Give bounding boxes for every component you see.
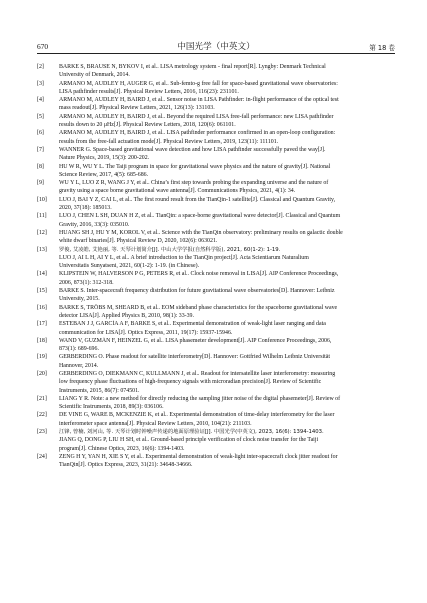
reference-text — [59, 287, 395, 304]
reference-item — [37, 270, 395, 287]
reference-number: [22] — [37, 412, 47, 419]
reference-line: Universitatis Sunyatseni, 2021, 60(1-2): 1-19. (in Chinese). — [59, 263, 200, 270]
reference-item — [37, 63, 395, 80]
reference-line: JIANG Q, DONG P, LIU H SH, et al.. Ground-based principle verification of clock noise transfer for the Taiji — [59, 437, 319, 444]
reference-item — [37, 129, 395, 146]
reference-line: Gravity, 2016, 33(3): 035010. — [59, 221, 130, 228]
reference-text — [59, 395, 395, 412]
reference-text — [59, 428, 395, 453]
reference-number: [20] — [37, 370, 47, 377]
reference-line: communication for LISA[J]. Optics Express, 2011, 19(17): 15937-15946. — [59, 329, 233, 336]
reference-line: white dwarf binaries[J]. Physical Review D, 2020, 102(6): 063021. — [59, 238, 218, 245]
reference-item — [37, 113, 395, 130]
reference-number: [18] — [37, 337, 47, 344]
reference-number: [21] — [37, 395, 47, 402]
reference-number: [3] — [37, 80, 44, 87]
reference-text — [59, 113, 395, 130]
reference-line: LUO J, BAI Y Z, CAI L, et al.. The first round result from the TianQin-1 satellite[J]. Classical and Quantum Gravity, — [59, 196, 336, 203]
reference-text — [59, 370, 395, 395]
reference-line: 873(1): 689-696. — [59, 346, 99, 353]
reference-number: [5] — [37, 113, 44, 120]
reference-line: 罗俊, 艾凌皓, 艾艳丽, 等. 天琴计划简介[J]. 中山大学学报(自然科学版), 2021, 60(1-2): 1-19. — [59, 246, 281, 253]
reference-text — [59, 146, 395, 163]
reference-item — [37, 395, 395, 412]
reference-line: ARMANO M, AUDLEY H, BAIRD J, et al.. Sensor noise in LISA Pathfinder: in-flight performance of the optical test — [59, 97, 339, 104]
reference-item — [37, 287, 395, 304]
reference-number: [9] — [37, 180, 44, 187]
reference-number: [2] — [37, 64, 44, 70]
reference-text — [59, 320, 395, 337]
reference-line: HU W R, WU Y L. The Taiji program in space for gravitational wave physics and the nature of gravity[J]. National — [59, 163, 331, 170]
reference-number: [6] — [37, 130, 44, 137]
reference-text — [59, 270, 395, 287]
reference-list — [37, 63, 395, 470]
reference-line: WAND V, GUZMÁN F, HEINZEL G, et al.. LISA phasemeter development[J]. AIP Conference Proceedings, 2006, — [59, 337, 332, 344]
reference-item — [37, 179, 395, 196]
reference-number: [14] — [37, 271, 47, 278]
reference-text — [59, 411, 395, 428]
reference-number: [15] — [37, 288, 47, 295]
reference-line: LUO J, AI L H, AI Y L, et al.. A brief introduction to the TianQin project[J]. Acta Scientiarum Naturalium — [59, 254, 309, 261]
reference-text — [59, 304, 395, 321]
reference-number: [11] — [37, 213, 47, 220]
reference-item — [37, 246, 395, 271]
reference-line: Scientific Instruments, 2018, 89(3): 036106. — [59, 404, 164, 411]
reference-item — [37, 146, 395, 163]
reference-line: 江锋, 曾楠, 刘河山, 等. 天琴计划时钟噪声传递的地面原理验证[J]. 中国光学(中英文), 2023, 16(6): 1394-1403. — [59, 429, 324, 436]
reference-line: ZENG H Y, YAN H, XIE S Y, et al.. Experimental demonstration of weak-light inter-spacecraft clock jitter readout for — [59, 453, 338, 460]
reference-number: [4] — [37, 97, 44, 104]
reference-line: LIANG Y R. Note: a new method for directly reducing the sampling jitter noise of the digital phasemeter[J]. Review of — [59, 395, 341, 402]
reference-item — [37, 80, 395, 97]
reference-line: KLIPSTEIN W, HALVERSON P G, PETERS R, et al.. Clock noise removal in LISA[J]. AIP Conference Proceedings, — [59, 271, 339, 278]
reference-item — [37, 96, 395, 113]
reference-number: [19] — [37, 354, 47, 361]
reference-text — [59, 353, 395, 370]
reference-text — [59, 163, 395, 180]
reference-item — [37, 453, 395, 470]
reference-number: [7] — [37, 146, 44, 153]
reference-text — [59, 80, 395, 97]
reference-number: [17] — [37, 321, 47, 328]
reference-line: Science Review, 2017, 4(5): 685-686. — [59, 171, 149, 178]
reference-text — [59, 212, 395, 229]
journal-title: 中国光学（中英文） — [177, 42, 255, 52]
reference-line: LISA pathfinder results[J]. Physical Review Letters, 2016, 116(23): 231101. — [59, 88, 239, 95]
reference-line: ARMANO M, AUDLEY H, BAIRD J, et al.. Beyond the required LISA free-fall performance: new LISA pathfinder — [59, 113, 334, 120]
reference-line: program[J]. Chinese Optics, 2023, 16(6): 1394-1403. — [59, 445, 185, 452]
reference-line: Hannover, 2014. — [59, 362, 99, 369]
reference-line: low frequency phase fluctuations of high-frequency signals with microradian precision[J]. Review of Scientific — [59, 379, 322, 386]
reference-text — [59, 196, 395, 213]
reference-number: [12] — [37, 229, 47, 236]
reference-text — [59, 229, 395, 246]
reference-line: Instruments, 2015, 86(7): 074501. — [59, 387, 140, 394]
reference-item — [37, 229, 395, 246]
reference-line: LUO J, CHEN L SH, DUAN H Z, et al.. TianQin: a space-borne gravitational wave detector[J]. Classical and Quantum — [59, 213, 341, 220]
reference-text — [59, 129, 395, 146]
reference-line: detector LISA[J]. Applied Physics B, 2010, 98(1): 33-39. — [59, 312, 194, 319]
reference-line: GERBERDING O, DIEKMANN C, KULLMANN J, et al.. Readout for intersatellite laser interferometry: measuring — [59, 370, 336, 377]
reference-line: HUANG SH J, HU Y M, KOROL V, et al.. Science with the TianQin observatory: preliminary results on galactic double — [59, 229, 343, 236]
reference-item — [37, 212, 395, 229]
reference-item — [37, 370, 395, 395]
reference-line: results down to 20 μHz[J]. Physical Review Letters, 2018, 120(6): 061101. — [59, 122, 236, 129]
reference-item — [37, 196, 395, 213]
reference-line: BARKE S. Inter-spacecraft frequency distribution for future gravitational wave observatories[D]. Hannover: Leibniz — [59, 288, 335, 295]
reference-line: ARMANO M, AUDLEY H, BAIRD J, et al.. LISA pathfinder performance confirmed in an open-loop configuration: — [59, 130, 336, 137]
reference-line: BARKE S, TRÖBS M, SHEARD B, et al.. EOM sideband phase characteristics for the spaceborne gravitational wave — [59, 304, 338, 311]
reference-item — [37, 304, 395, 321]
page-number: 670 — [37, 42, 49, 51]
reference-item — [37, 353, 395, 370]
reference-line: BARKE S, BRAUSE N, BYKOV I, et al.. LISA metrology system - final report[R]. Lyngby: Denmark Technical — [59, 64, 326, 70]
reference-number: [10] — [37, 196, 47, 203]
reference-line: WANNER G. Space-based gravitational wave detection and how LISA pathfinder successfully paved the way[J]. — [59, 146, 326, 153]
reference-line: 2020, 37(18): 185013. — [59, 205, 112, 212]
reference-line: mass readout[J]. Physical Review Letters, 2021, 126(13): 131103. — [59, 105, 215, 112]
reference-item — [37, 320, 395, 337]
page-header — [37, 40, 395, 54]
reference-item — [37, 163, 395, 180]
reference-text — [59, 96, 395, 113]
reference-line: gravity using a space borne gravitational wave antenna[J]. Communications Physics, 2021, 4(1): 34. — [59, 188, 296, 195]
reference-line: ESTEBAN J J, GARCÍA A F, BARKE S, et al.. Experimental demonstration of weak-light laser ranging and data — [59, 321, 326, 328]
reference-text — [59, 337, 395, 354]
reference-number: [16] — [37, 304, 47, 311]
volume-label: 第 18 卷 — [369, 44, 395, 52]
reference-number: [23] — [37, 429, 47, 436]
reference-item — [37, 337, 395, 354]
reference-line: GERBERDING O. Phase readout for satellite interferometry[D]. Hannover: Gottfried Wilhelm Leibniz Universität — [59, 354, 331, 361]
reference-line: interferometer space antenna[J]. Physical Review Letters, 2010, 104(21): 211103. — [59, 420, 252, 427]
reference-text — [59, 246, 395, 271]
reference-item — [37, 428, 395, 453]
reference-item — [37, 411, 395, 428]
reference-text — [59, 453, 395, 470]
reference-number: [24] — [37, 453, 47, 460]
reference-line: TianQin[J]. Optics Express, 2023, 31(21): 34648-34666. — [59, 462, 193, 469]
reference-text — [59, 179, 395, 196]
reference-line: DE VINE G, WARE B, MCKENZIE K, et al.. Experimental demonstration of time-delay interferometry for the laser — [59, 412, 335, 419]
reference-line: Nature Physics, 2019, 15(3): 200-202. — [59, 155, 150, 162]
reference-line: WU Y L, LUO Z R, WANG J Y, et al.. China’s first step towards probing the expanding universe and the nature of — [59, 180, 329, 187]
reference-line: 2006, 873(1): 312-318. — [59, 279, 114, 286]
reference-line: results from the free-fall actuation mode[J]. Physical Review Letters, 2019, 123(11): 111101. — [59, 138, 279, 145]
reference-number: [8] — [37, 163, 44, 170]
reference-line: University of Denmark, 2014. — [59, 72, 130, 79]
reference-text — [59, 63, 395, 80]
reference-line: University, 2015. — [59, 296, 100, 303]
reference-number: [13] — [37, 246, 47, 253]
reference-line: ARMANO M, AUDLEY H, AUGER G, et al.. Sub-femto-g free fall for space-based gravitational wave observatories: — [59, 80, 338, 87]
